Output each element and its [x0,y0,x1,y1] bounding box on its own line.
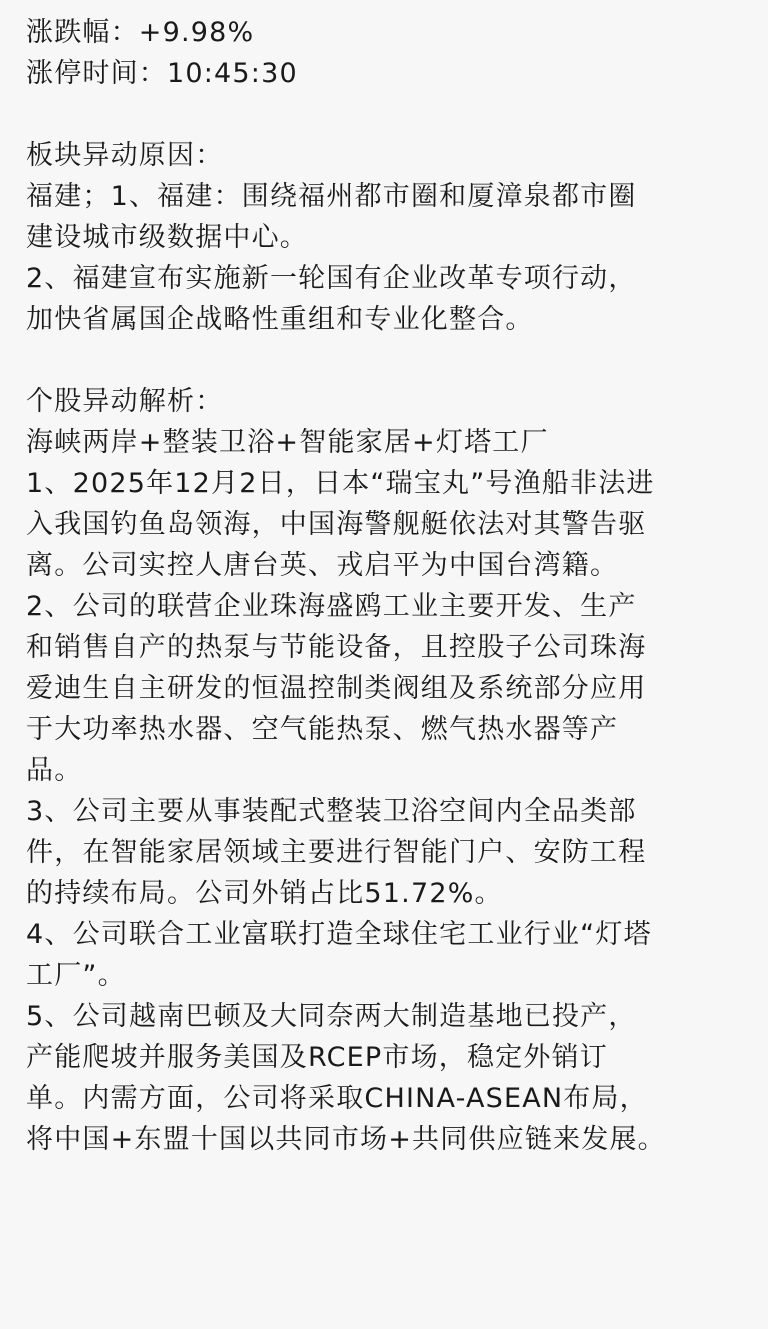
stock-line: 工厂”。 [26,960,126,991]
stock-line: 于大功率热水器、空气能热泵、燃气热水器等产 [26,714,619,745]
stock-line: 单。内需方面，公司将采取CHINA-ASEAN布局， [26,1083,648,1114]
sector-heading: 板块异动原因： [26,140,224,171]
stock-line: 爱迪生自主研发的恒温控制类阀组及系统部分应用 [26,673,647,704]
limit-up-time-text: 涨停时间：10:45:30 [26,58,298,89]
sector-line: 2、福建宣布实施新一轮国有企业改革专项行动， [26,263,637,294]
stock-line: 件，在智能家居领域主要进行智能门户、安防工程 [26,837,647,868]
spacer [26,340,742,381]
sector-line: 福建；1、福建：围绕福州都市圈和厦漳泉都市圈 [26,181,637,212]
sector-line: 加快省属国企战略性重组和专业化整合。 [26,304,534,335]
concept-tags: 海峡两岸+整装卫浴+智能家居+灯塔工厂 [26,427,549,458]
change-pct-text: 涨跌幅：+9.98% [26,17,255,48]
spacer [26,94,742,135]
stock-line: 将中国+东盟十国以共同市场+共同供应链来发展。 [26,1124,666,1155]
stock-line: 产能爬坡并服务美国及RCEP市场，稳定外销订 [26,1042,609,1073]
stock-heading: 个股异动解析： [26,386,224,417]
stock-line: 5、公司越南巴顿及大同奈两大制造基地已投产， [26,1001,637,1032]
stock-line: 4、公司联合工业富联打造全球住宅工业行业“灯塔 [26,919,652,950]
stock-line: 2、公司的联营企业珠海盛鸥工业主要开发、生产 [26,591,637,622]
stock-line: 1、2025年12月2日，日本“瑞宝丸”号渔船非法进 [26,468,655,499]
stock-line: 3、公司主要从事装配式整装卫浴空间内全品类部 [26,796,637,827]
stock-line: 离。公司实控人唐台英、戎启平为中国台湾籍。 [26,550,619,581]
stock-line: 入我国钓鱼岛领海，中国海警舰艇依法对其警告驱 [26,509,647,540]
stock-line: 品。 [26,755,83,786]
stock-line: 和销售自产的热泵与节能设备，且控股子公司珠海 [26,632,647,663]
sector-line: 建设城市级数据中心。 [26,222,308,253]
stock-line: 的持续布局。公司外销占比51.72%。 [26,878,503,909]
